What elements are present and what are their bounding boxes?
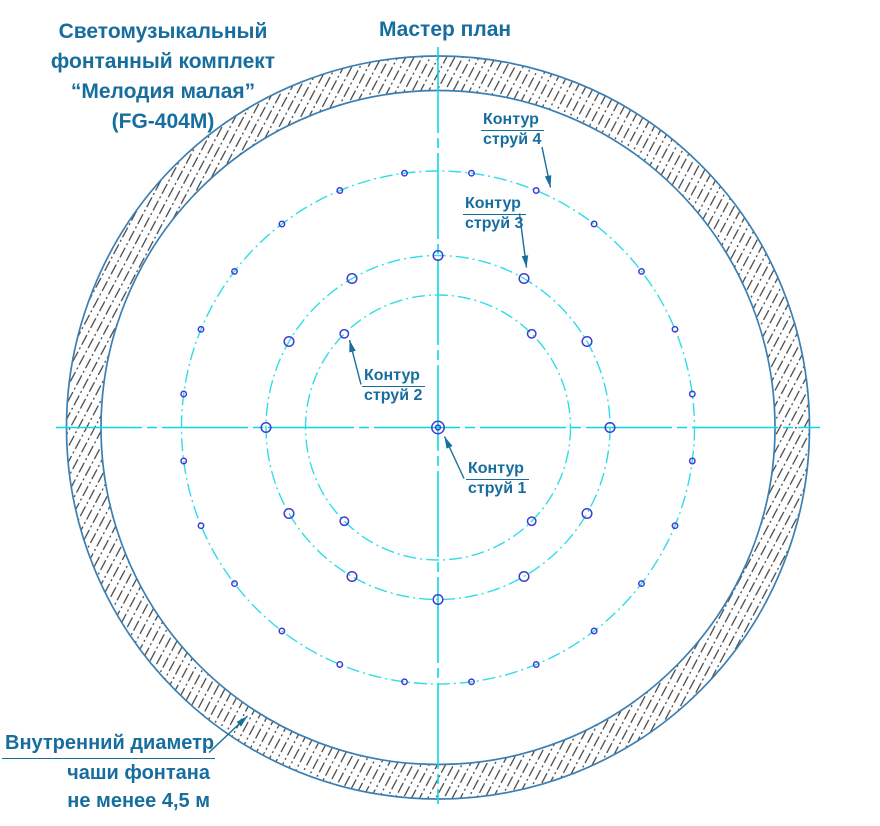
jet-contour-2 [340,330,348,338]
contour1-label [468,461,529,497]
product-title-line-3: “Мелодия малая” [70,80,256,103]
jet-contour-4 [534,188,539,193]
contour2-label-line2: струй 2 [364,387,423,404]
jet-contour-2 [528,330,536,338]
contour1-label-line2: струй 1 [468,480,527,497]
contour4-label-line2: струй 4 [483,131,542,148]
jet-contour-4 [232,581,237,586]
contour1-label-line1: Контур [466,461,529,480]
jet-contour-3 [284,509,294,519]
jet-contour-4 [672,327,677,332]
plan-title: Мастер план [378,18,512,41]
product-title-line-1: Светомузыкальный [58,20,268,43]
jet-contour-3 [519,572,529,582]
contour4-label [483,112,544,148]
product-title-line-2: фонтанный комплект [50,50,276,73]
contour2-leader-arrow [350,340,362,385]
contour4-label-line1: Контур [481,112,544,131]
contour2-label-line1: Контур [362,368,425,387]
product-title-line-4: (FG-404M) [111,110,215,133]
bowl-diameter-note [2,729,215,815]
jet-contour-2 [340,517,348,525]
product-title [35,17,291,137]
contour4-leader-arrow [542,147,551,188]
bowl-note-line2: чаши фонтана [67,762,210,784]
jet-contour-3 [582,509,592,519]
leader-lines [209,147,551,753]
contour3-label-line2: струй 3 [465,215,524,232]
bowl-note-line1: Внутренний диаметр [2,729,215,759]
contour3-label-line1: Контур [463,196,526,215]
contour2-label [364,368,425,404]
bowl-note-line3: не менее 4,5 м [67,790,210,812]
contour3-label [465,196,526,232]
contour1-leader-arrow [445,437,465,479]
jet-contour-4 [591,221,596,226]
jet-contour-3 [347,572,357,582]
jet-contour-4 [198,523,203,528]
